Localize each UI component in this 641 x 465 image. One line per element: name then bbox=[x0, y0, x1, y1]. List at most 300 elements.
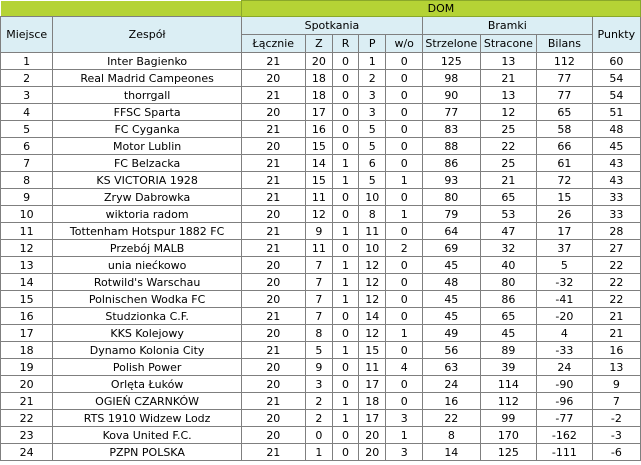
cell-place: 21 bbox=[1, 393, 53, 410]
table-row bbox=[1, 240, 641, 257]
cell-draw: 0 bbox=[332, 189, 358, 206]
cell-lost: 2 bbox=[359, 70, 386, 87]
cell-lost: 10 bbox=[359, 189, 386, 206]
cell-balance: -90 bbox=[537, 376, 593, 393]
cell-points: 43 bbox=[592, 172, 640, 189]
cell-conceded: 170 bbox=[480, 427, 537, 444]
cell-conceded: 40 bbox=[480, 257, 537, 274]
cell-lost: 5 bbox=[359, 138, 386, 155]
cell-team: FC Cyganka bbox=[53, 121, 242, 138]
cell-scored: 24 bbox=[423, 376, 481, 393]
cell-lost: 10 bbox=[359, 240, 386, 257]
header-points: Punkty bbox=[592, 17, 640, 53]
cell-conceded: 39 bbox=[480, 359, 537, 376]
cell-wo: 0 bbox=[386, 53, 423, 70]
table-row bbox=[1, 104, 641, 121]
cell-team: RTS 1910 Widzew Lodz bbox=[53, 410, 242, 427]
cell-conceded: 47 bbox=[480, 223, 537, 240]
cell-won: 16 bbox=[305, 121, 332, 138]
cell-place: 14 bbox=[1, 274, 53, 291]
cell-total: 21 bbox=[241, 189, 305, 206]
cell-team: Zryw Dabrowka bbox=[53, 189, 242, 206]
table-row bbox=[1, 376, 641, 393]
cell-scored: 14 bbox=[423, 444, 481, 461]
cell-balance: 24 bbox=[537, 359, 593, 376]
cell-wo: 0 bbox=[386, 342, 423, 359]
cell-scored: 90 bbox=[423, 87, 481, 104]
cell-points: 21 bbox=[592, 325, 640, 342]
cell-total: 21 bbox=[241, 240, 305, 257]
cell-won: 15 bbox=[305, 138, 332, 155]
table-row bbox=[1, 223, 641, 240]
cell-balance: -162 bbox=[537, 427, 593, 444]
cell-points: 27 bbox=[592, 240, 640, 257]
cell-points: 51 bbox=[592, 104, 640, 121]
cell-lost: 5 bbox=[359, 121, 386, 138]
cell-scored: 49 bbox=[423, 325, 481, 342]
cell-place: 24 bbox=[1, 444, 53, 461]
cell-points: 7 bbox=[592, 393, 640, 410]
cell-scored: 125 bbox=[423, 53, 481, 70]
cell-conceded: 32 bbox=[480, 240, 537, 257]
cell-won: 14 bbox=[305, 155, 332, 172]
table-row bbox=[1, 257, 641, 274]
cell-total: 20 bbox=[241, 206, 305, 223]
cell-total: 20 bbox=[241, 427, 305, 444]
cell-draw: 0 bbox=[332, 376, 358, 393]
cell-won: 8 bbox=[305, 325, 332, 342]
cell-lost: 11 bbox=[359, 359, 386, 376]
cell-team: Kova United F.C. bbox=[53, 427, 242, 444]
table-title: DOM bbox=[241, 1, 640, 17]
cell-place: 22 bbox=[1, 410, 53, 427]
cell-place: 17 bbox=[1, 325, 53, 342]
cell-draw: 1 bbox=[332, 223, 358, 240]
cell-wo: 0 bbox=[386, 104, 423, 121]
cell-lost: 18 bbox=[359, 393, 386, 410]
table-row bbox=[1, 206, 641, 223]
cell-place: 18 bbox=[1, 342, 53, 359]
cell-lost: 12 bbox=[359, 291, 386, 308]
cell-scored: 45 bbox=[423, 308, 481, 325]
cell-lost: 12 bbox=[359, 325, 386, 342]
cell-conceded: 125 bbox=[480, 444, 537, 461]
table-body bbox=[1, 53, 641, 461]
cell-place: 5 bbox=[1, 121, 53, 138]
cell-conceded: 112 bbox=[480, 393, 537, 410]
cell-scored: 83 bbox=[423, 121, 481, 138]
cell-points: -6 bbox=[592, 444, 640, 461]
cell-scored: 93 bbox=[423, 172, 481, 189]
cell-place: 3 bbox=[1, 87, 53, 104]
cell-won: 18 bbox=[305, 87, 332, 104]
table-row bbox=[1, 342, 641, 359]
cell-place: 12 bbox=[1, 240, 53, 257]
cell-place: 6 bbox=[1, 138, 53, 155]
cell-scored: 86 bbox=[423, 155, 481, 172]
cell-draw: 0 bbox=[332, 444, 358, 461]
cell-balance: 26 bbox=[537, 206, 593, 223]
cell-place: 7 bbox=[1, 155, 53, 172]
cell-wo: 1 bbox=[386, 206, 423, 223]
header-wo: w/o bbox=[386, 35, 423, 53]
cell-scored: 98 bbox=[423, 70, 481, 87]
cell-draw: 1 bbox=[332, 274, 358, 291]
cell-conceded: 65 bbox=[480, 308, 537, 325]
cell-balance: 37 bbox=[537, 240, 593, 257]
header-total: Łącznie bbox=[241, 35, 305, 53]
cell-wo: 0 bbox=[386, 274, 423, 291]
cell-balance: 72 bbox=[537, 172, 593, 189]
header-won: Z bbox=[305, 35, 332, 53]
cell-wo: 0 bbox=[386, 376, 423, 393]
cell-won: 17 bbox=[305, 104, 332, 121]
cell-wo: 0 bbox=[386, 291, 423, 308]
header-scored: Strzelone bbox=[423, 35, 481, 53]
cell-balance: 112 bbox=[537, 53, 593, 70]
header-place: Miejsce bbox=[1, 17, 53, 53]
cell-draw: 1 bbox=[332, 342, 358, 359]
cell-lost: 1 bbox=[359, 53, 386, 70]
cell-total: 21 bbox=[241, 342, 305, 359]
cell-scored: 8 bbox=[423, 427, 481, 444]
cell-points: 33 bbox=[592, 206, 640, 223]
cell-draw: 1 bbox=[332, 155, 358, 172]
cell-balance: 58 bbox=[537, 121, 593, 138]
cell-draw: 1 bbox=[332, 393, 358, 410]
header-lost: P bbox=[359, 35, 386, 53]
cell-total: 21 bbox=[241, 172, 305, 189]
cell-won: 7 bbox=[305, 291, 332, 308]
cell-scored: 77 bbox=[423, 104, 481, 121]
cell-conceded: 12 bbox=[480, 104, 537, 121]
cell-balance: 77 bbox=[537, 87, 593, 104]
cell-won: 7 bbox=[305, 274, 332, 291]
cell-draw: 0 bbox=[332, 359, 358, 376]
cell-points: 54 bbox=[592, 87, 640, 104]
cell-draw: 0 bbox=[332, 104, 358, 121]
cell-balance: -96 bbox=[537, 393, 593, 410]
table-row bbox=[1, 427, 641, 444]
cell-lost: 3 bbox=[359, 87, 386, 104]
cell-balance: 65 bbox=[537, 104, 593, 121]
table-row bbox=[1, 189, 641, 206]
cell-scored: 79 bbox=[423, 206, 481, 223]
cell-won: 11 bbox=[305, 189, 332, 206]
cell-conceded: 22 bbox=[480, 138, 537, 155]
cell-team: Real Madrid Campeones bbox=[53, 70, 242, 87]
cell-balance: -111 bbox=[537, 444, 593, 461]
table-row bbox=[1, 138, 641, 155]
cell-points: 9 bbox=[592, 376, 640, 393]
title-spacer bbox=[1, 1, 242, 17]
cell-won: 7 bbox=[305, 308, 332, 325]
cell-total: 21 bbox=[241, 53, 305, 70]
cell-total: 20 bbox=[241, 274, 305, 291]
cell-draw: 0 bbox=[332, 138, 358, 155]
cell-lost: 12 bbox=[359, 274, 386, 291]
cell-won: 20 bbox=[305, 53, 332, 70]
cell-won: 18 bbox=[305, 70, 332, 87]
cell-balance: 66 bbox=[537, 138, 593, 155]
cell-draw: 0 bbox=[332, 87, 358, 104]
cell-team: Polnischen Wodka FC bbox=[53, 291, 242, 308]
cell-team: Dynamo Kolonia City bbox=[53, 342, 242, 359]
cell-scored: 48 bbox=[423, 274, 481, 291]
cell-wo: 0 bbox=[386, 223, 423, 240]
cell-total: 21 bbox=[241, 223, 305, 240]
cell-wo: 3 bbox=[386, 410, 423, 427]
cell-team: FFSC Sparta bbox=[53, 104, 242, 121]
cell-balance: -20 bbox=[537, 308, 593, 325]
cell-draw: 0 bbox=[332, 308, 358, 325]
cell-conceded: 25 bbox=[480, 121, 537, 138]
table-row bbox=[1, 172, 641, 189]
cell-points: 16 bbox=[592, 342, 640, 359]
cell-total: 20 bbox=[241, 70, 305, 87]
cell-place: 23 bbox=[1, 427, 53, 444]
cell-team: FC Belzacka bbox=[53, 155, 242, 172]
cell-place: 1 bbox=[1, 53, 53, 70]
cell-won: 5 bbox=[305, 342, 332, 359]
header-matches: Spotkania bbox=[241, 17, 422, 35]
cell-place: 16 bbox=[1, 308, 53, 325]
table-row bbox=[1, 121, 641, 138]
cell-wo: 1 bbox=[386, 172, 423, 189]
cell-draw: 1 bbox=[332, 410, 358, 427]
cell-total: 21 bbox=[241, 121, 305, 138]
cell-place: 10 bbox=[1, 206, 53, 223]
cell-conceded: 89 bbox=[480, 342, 537, 359]
cell-won: 12 bbox=[305, 206, 332, 223]
cell-draw: 1 bbox=[332, 291, 358, 308]
cell-conceded: 86 bbox=[480, 291, 537, 308]
cell-wo: 0 bbox=[386, 87, 423, 104]
cell-lost: 12 bbox=[359, 257, 386, 274]
cell-place: 13 bbox=[1, 257, 53, 274]
cell-scored: 69 bbox=[423, 240, 481, 257]
cell-place: 2 bbox=[1, 70, 53, 87]
cell-conceded: 45 bbox=[480, 325, 537, 342]
cell-team: Orlęta Łuków bbox=[53, 376, 242, 393]
cell-lost: 17 bbox=[359, 376, 386, 393]
cell-team: OGIEŃ CZARNKÓW bbox=[53, 393, 242, 410]
cell-draw: 1 bbox=[332, 172, 358, 189]
header-conceded: Stracone bbox=[480, 35, 537, 53]
cell-balance: 61 bbox=[537, 155, 593, 172]
cell-conceded: 80 bbox=[480, 274, 537, 291]
cell-wo: 2 bbox=[386, 240, 423, 257]
cell-total: 21 bbox=[241, 87, 305, 104]
cell-wo: 1 bbox=[386, 325, 423, 342]
cell-points: 22 bbox=[592, 257, 640, 274]
cell-total: 21 bbox=[241, 155, 305, 172]
cell-total: 20 bbox=[241, 291, 305, 308]
cell-draw: 0 bbox=[332, 70, 358, 87]
cell-place: 9 bbox=[1, 189, 53, 206]
cell-balance: -33 bbox=[537, 342, 593, 359]
cell-points: -2 bbox=[592, 410, 640, 427]
cell-balance: -32 bbox=[537, 274, 593, 291]
table-row bbox=[1, 291, 641, 308]
cell-points: 13 bbox=[592, 359, 640, 376]
cell-conceded: 53 bbox=[480, 206, 537, 223]
table-row bbox=[1, 410, 641, 427]
table-row bbox=[1, 359, 641, 376]
cell-lost: 3 bbox=[359, 104, 386, 121]
table-row bbox=[1, 155, 641, 172]
cell-points: 43 bbox=[592, 155, 640, 172]
cell-draw: 0 bbox=[332, 206, 358, 223]
cell-conceded: 25 bbox=[480, 155, 537, 172]
cell-draw: 1 bbox=[332, 257, 358, 274]
cell-conceded: 21 bbox=[480, 172, 537, 189]
cell-scored: 80 bbox=[423, 189, 481, 206]
table-row bbox=[1, 87, 641, 104]
cell-team: Przebój MALB bbox=[53, 240, 242, 257]
cell-lost: 15 bbox=[359, 342, 386, 359]
cell-conceded: 65 bbox=[480, 189, 537, 206]
cell-balance: 15 bbox=[537, 189, 593, 206]
cell-won: 0 bbox=[305, 427, 332, 444]
cell-team: Inter Bagienko bbox=[53, 53, 242, 70]
cell-draw: 0 bbox=[332, 325, 358, 342]
cell-lost: 20 bbox=[359, 427, 386, 444]
cell-place: 20 bbox=[1, 376, 53, 393]
cell-wo: 0 bbox=[386, 257, 423, 274]
table-row bbox=[1, 70, 641, 87]
cell-team: KKS Kolejowy bbox=[53, 325, 242, 342]
cell-scored: 16 bbox=[423, 393, 481, 410]
table-row bbox=[1, 308, 641, 325]
cell-lost: 20 bbox=[359, 444, 386, 461]
cell-won: 3 bbox=[305, 376, 332, 393]
cell-draw: 0 bbox=[332, 240, 358, 257]
cell-total: 20 bbox=[241, 138, 305, 155]
cell-scored: 45 bbox=[423, 257, 481, 274]
cell-team: Polish Power bbox=[53, 359, 242, 376]
header-balance: Bilans bbox=[537, 35, 593, 53]
cell-conceded: 13 bbox=[480, 87, 537, 104]
cell-scored: 56 bbox=[423, 342, 481, 359]
cell-scored: 64 bbox=[423, 223, 481, 240]
cell-wo: 0 bbox=[386, 70, 423, 87]
cell-won: 11 bbox=[305, 240, 332, 257]
table-row bbox=[1, 393, 641, 410]
cell-conceded: 99 bbox=[480, 410, 537, 427]
cell-wo: 0 bbox=[386, 393, 423, 410]
cell-won: 15 bbox=[305, 172, 332, 189]
cell-team: thorrgall bbox=[53, 87, 242, 104]
cell-lost: 6 bbox=[359, 155, 386, 172]
cell-total: 20 bbox=[241, 257, 305, 274]
cell-balance: 77 bbox=[537, 70, 593, 87]
cell-wo: 0 bbox=[386, 155, 423, 172]
cell-draw: 0 bbox=[332, 427, 358, 444]
table-row bbox=[1, 53, 641, 70]
cell-scored: 63 bbox=[423, 359, 481, 376]
cell-team: Studzionka C.F. bbox=[53, 308, 242, 325]
cell-team: unia niećkowo bbox=[53, 257, 242, 274]
cell-team: Rotwild's Warschau bbox=[53, 274, 242, 291]
table-row bbox=[1, 325, 641, 342]
cell-wo: 4 bbox=[386, 359, 423, 376]
cell-scored: 22 bbox=[423, 410, 481, 427]
cell-total: 20 bbox=[241, 325, 305, 342]
cell-total: 21 bbox=[241, 393, 305, 410]
cell-total: 21 bbox=[241, 444, 305, 461]
cell-balance: 17 bbox=[537, 223, 593, 240]
cell-wo: 0 bbox=[386, 308, 423, 325]
cell-wo: 1 bbox=[386, 427, 423, 444]
cell-lost: 11 bbox=[359, 223, 386, 240]
cell-scored: 88 bbox=[423, 138, 481, 155]
cell-wo: 0 bbox=[386, 138, 423, 155]
cell-wo: 3 bbox=[386, 444, 423, 461]
cell-place: 11 bbox=[1, 223, 53, 240]
cell-total: 20 bbox=[241, 359, 305, 376]
cell-points: 33 bbox=[592, 189, 640, 206]
cell-conceded: 13 bbox=[480, 53, 537, 70]
cell-wo: 0 bbox=[386, 121, 423, 138]
cell-team: KS VICTORIA 1928 bbox=[53, 172, 242, 189]
cell-won: 1 bbox=[305, 444, 332, 461]
cell-place: 8 bbox=[1, 172, 53, 189]
cell-points: 22 bbox=[592, 291, 640, 308]
cell-team: Tottenham Hotspur 1882 FC bbox=[53, 223, 242, 240]
cell-lost: 17 bbox=[359, 410, 386, 427]
cell-won: 9 bbox=[305, 359, 332, 376]
cell-points: -3 bbox=[592, 427, 640, 444]
cell-total: 20 bbox=[241, 410, 305, 427]
cell-place: 19 bbox=[1, 359, 53, 376]
cell-scored: 45 bbox=[423, 291, 481, 308]
cell-conceded: 21 bbox=[480, 70, 537, 87]
cell-team: Motor Lublin bbox=[53, 138, 242, 155]
cell-points: 54 bbox=[592, 70, 640, 87]
table-row bbox=[1, 444, 641, 461]
cell-draw: 0 bbox=[332, 53, 358, 70]
cell-wo: 0 bbox=[386, 189, 423, 206]
cell-won: 2 bbox=[305, 410, 332, 427]
cell-won: 2 bbox=[305, 393, 332, 410]
cell-conceded: 114 bbox=[480, 376, 537, 393]
cell-balance: -77 bbox=[537, 410, 593, 427]
header-draw: R bbox=[332, 35, 358, 53]
cell-points: 21 bbox=[592, 308, 640, 325]
header-goals: Bramki bbox=[423, 17, 593, 35]
cell-draw: 0 bbox=[332, 121, 358, 138]
cell-lost: 14 bbox=[359, 308, 386, 325]
cell-team: wiktoria radom bbox=[53, 206, 242, 223]
cell-points: 45 bbox=[592, 138, 640, 155]
cell-points: 48 bbox=[592, 121, 640, 138]
cell-balance: 4 bbox=[537, 325, 593, 342]
cell-lost: 8 bbox=[359, 206, 386, 223]
cell-total: 21 bbox=[241, 308, 305, 325]
cell-balance: 5 bbox=[537, 257, 593, 274]
cell-won: 7 bbox=[305, 257, 332, 274]
cell-won: 9 bbox=[305, 223, 332, 240]
table-row bbox=[1, 274, 641, 291]
header-team: Zespół bbox=[53, 17, 242, 53]
cell-total: 20 bbox=[241, 104, 305, 121]
cell-lost: 5 bbox=[359, 172, 386, 189]
cell-team: PZPN POLSKA bbox=[53, 444, 242, 461]
cell-points: 60 bbox=[592, 53, 640, 70]
cell-total: 20 bbox=[241, 376, 305, 393]
cell-points: 28 bbox=[592, 223, 640, 240]
